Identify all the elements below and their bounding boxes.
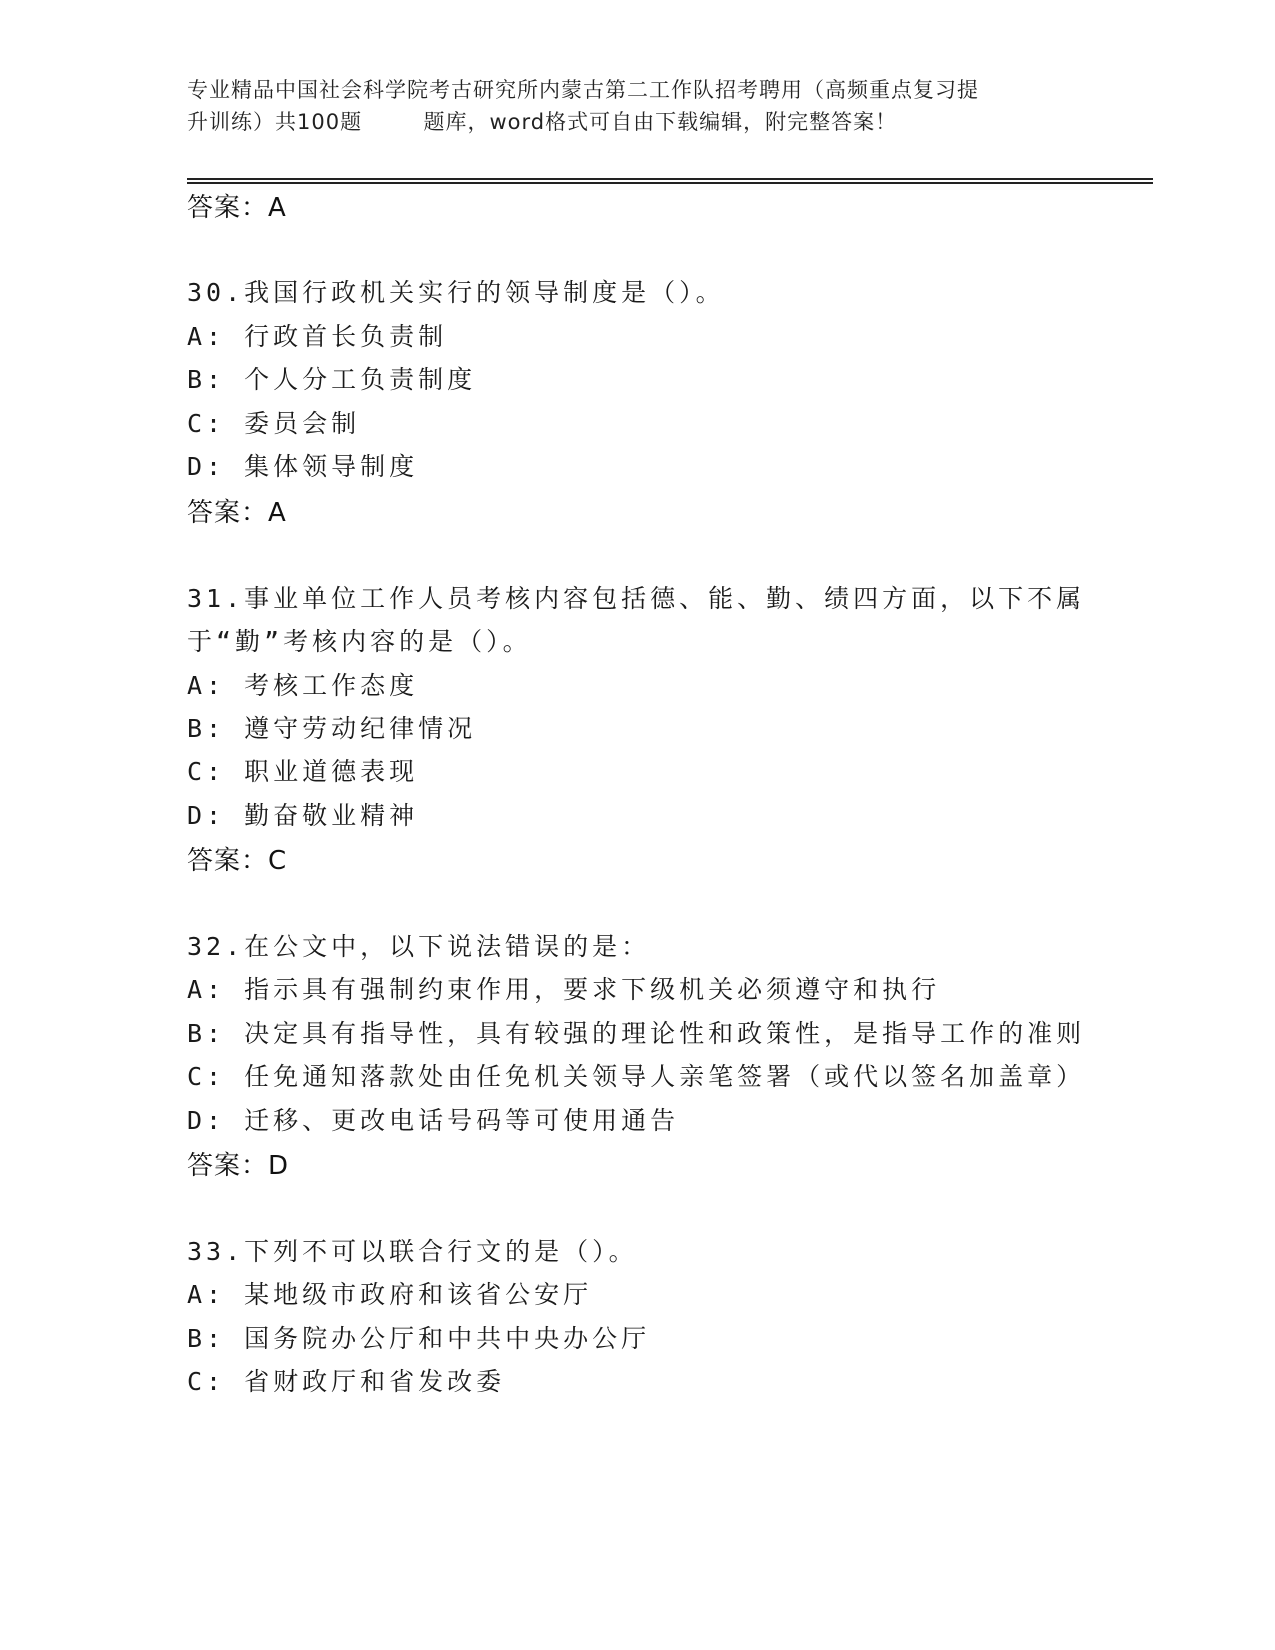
question-31-option-c: C: 职业道德表现 (187, 757, 419, 786)
question-31-option-a: A: 考核工作态度 (187, 671, 419, 700)
question-31-answer: 答案：C (187, 846, 288, 876)
question-32-option-d: D: 迁移、更改电话号码等可使用通告 (187, 1106, 680, 1135)
header-line-1: 专业精品中国社会科学院考古研究所内蒙古第二工作队招考聘用（高频重点复习提 (187, 78, 979, 102)
question-31-text-line1: 31.事业单位工作人员考核内容包括德、能、勤、绩四方面，以下不属 (187, 584, 1086, 613)
question-33-option-c: C: 省财政厅和省发改委 (187, 1367, 506, 1396)
question-32-answer: 答案：D (187, 1151, 290, 1181)
question-30-answer: 答案：A (187, 498, 287, 528)
question-31-text-line2: 于“勤”考核内容的是（）。 (187, 627, 532, 656)
question-30-option-d: D: 集体领导制度 (187, 452, 419, 481)
question-30-text: 30.我国行政机关实行的领导制度是（）。 (187, 278, 725, 307)
question-30-option-a: A: 行政首长负责制 (187, 322, 448, 351)
question-31-option-d: D: 勤奋敬业精神 (187, 801, 419, 830)
question-33-option-b: B: 国务院办公厅和中共中央办公厅 (187, 1324, 651, 1353)
document-header (187, 74, 1087, 138)
header-rule-bottom (187, 182, 1153, 184)
question-33-option-a: A: 某地级市政府和该省公安厅 (187, 1280, 593, 1309)
question-32-option-a: A: 指示具有强制约束作用，要求下级机关必须遵守和执行 (187, 975, 941, 1004)
question-33-text: 33.下列不可以联合行文的是（）。 (187, 1237, 638, 1266)
header-line-2: 升训练）共100题 题库，word格式可自由下载编辑，附完整答案！ (187, 110, 898, 134)
question-30-option-c: C: 委员会制 (187, 409, 361, 438)
question-32-option-c: C: 任免通知落款处由任免机关领导人亲笔签署（或代以签名加盖章） (187, 1062, 1086, 1091)
header-rule-top (187, 178, 1153, 180)
question-32-text: 32.在公文中，以下说法错误的是： (187, 932, 651, 961)
answer-prev: 答案：A (187, 193, 287, 223)
question-32-option-b: B: 决定具有指导性，具有较强的理论性和政策性，是指导工作的准则 (187, 1019, 1086, 1048)
question-30-option-b: B: 个人分工负责制度 (187, 365, 477, 394)
question-31-option-b: B: 遵守劳动纪律情况 (187, 714, 477, 743)
